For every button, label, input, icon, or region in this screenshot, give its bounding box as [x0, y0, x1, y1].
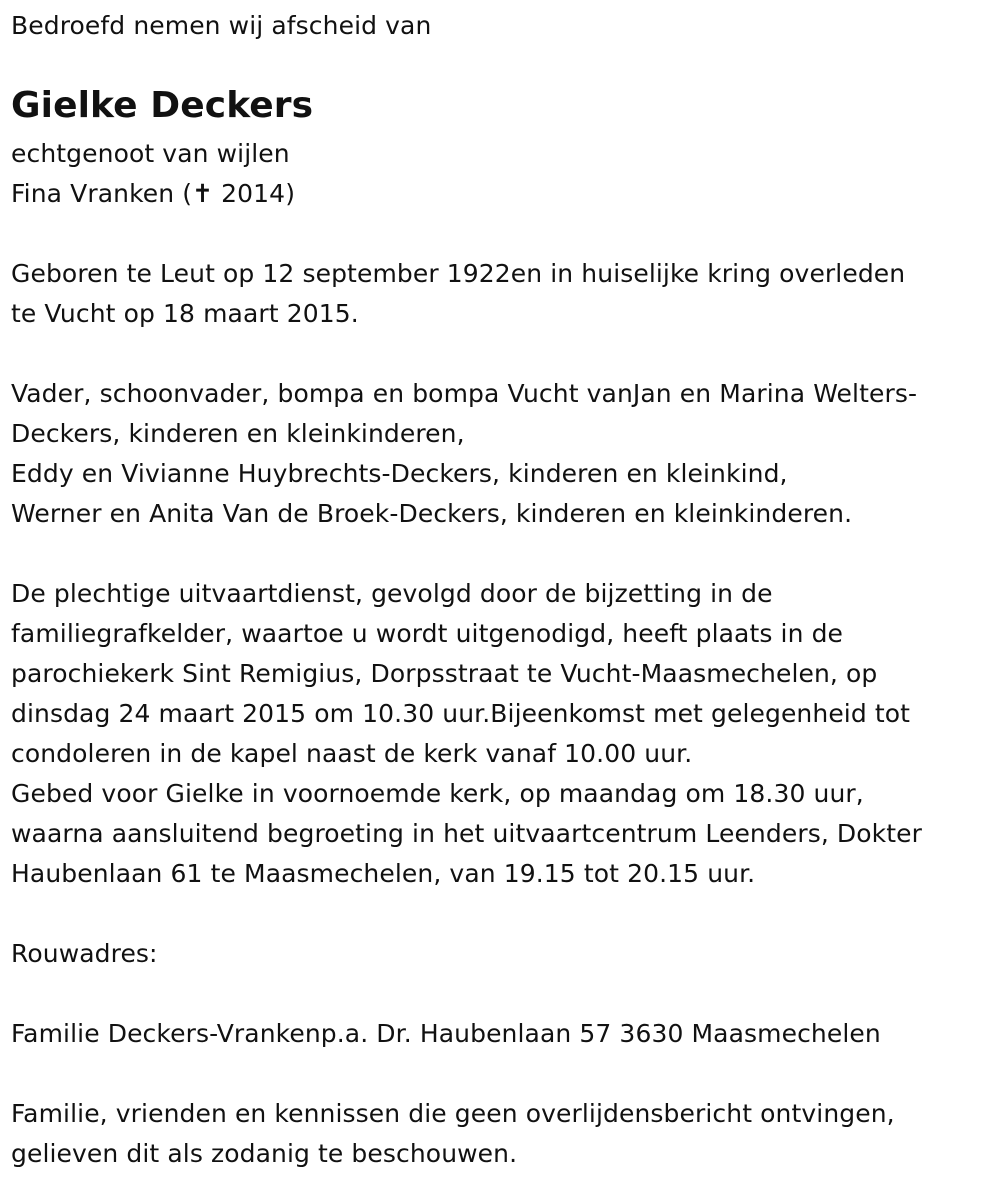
family-line-1: Vader, schoonvader, bompa en bompa Vucht vanJan en Marina Welters- — [11, 379, 918, 408]
service-line-3: parochiekerk Sint Remigius, Dorpsstraat te Vucht-Maasmechelen, op — [11, 659, 878, 688]
service-line-5: condoleren in de kapel naast de kerk vanaf 10.00 uur. — [11, 739, 693, 768]
service-line-8: Haubenlaan 61 te Maasmechelen, van 19.15 tot 20.15 uur. — [11, 859, 756, 888]
service-line-1: De plechtige uitvaartdienst, gevolgd door de bijzetting in de — [11, 579, 773, 608]
birth-death-line-2: te Vucht op 18 maart 2015. — [11, 299, 359, 328]
service-line-4: dinsdag 24 maart 2015 om 10.30 uur.Bijeenkomst met gelegenheid tot — [11, 699, 911, 728]
address-label: Rouwadres: — [11, 939, 158, 968]
family-line-2: Deckers, kinderen en kleinkinderen, — [11, 419, 465, 448]
service-line-6: Gebed voor Gielke in voornoemde kerk, op maandag om 18.30 uur, — [11, 779, 864, 808]
family-line-4: Werner en Anita Van de Broek-Deckers, kinderen en kleinkinderen. — [11, 499, 853, 528]
spouse-line-2: Fina Vranken (✝ 2014) — [11, 179, 296, 208]
family-line-3: Eddy en Vivianne Huybrechts-Deckers, kinderen en kleinkind, — [11, 459, 788, 488]
closing-line-2: gelieven dit als zodanig te beschouwen. — [11, 1139, 518, 1168]
spouse-line-1: echtgenoot van wijlen — [11, 139, 290, 168]
address-line: Familie Deckers-Vrankenp.a. Dr. Haubenlaan 57 3630 Maasmechelen — [11, 1019, 881, 1048]
intro-text: Bedroefd nemen wij afscheid van — [11, 11, 432, 40]
birth-death-line-1: Geboren te Leut op 12 september 1922en in huiselijke kring overleden — [11, 259, 906, 288]
service-line-7: waarna aansluitend begroeting in het uitvaartcentrum Leenders, Dokter — [11, 819, 923, 848]
deceased-name: Gielke Deckers — [11, 85, 314, 126]
service-line-2: familiegrafkelder, waartoe u wordt uitgenodigd, heeft plaats in de — [11, 619, 844, 648]
closing-line-1: Familie, vrienden en kennissen die geen overlijdensbericht ontvingen, — [11, 1099, 895, 1128]
